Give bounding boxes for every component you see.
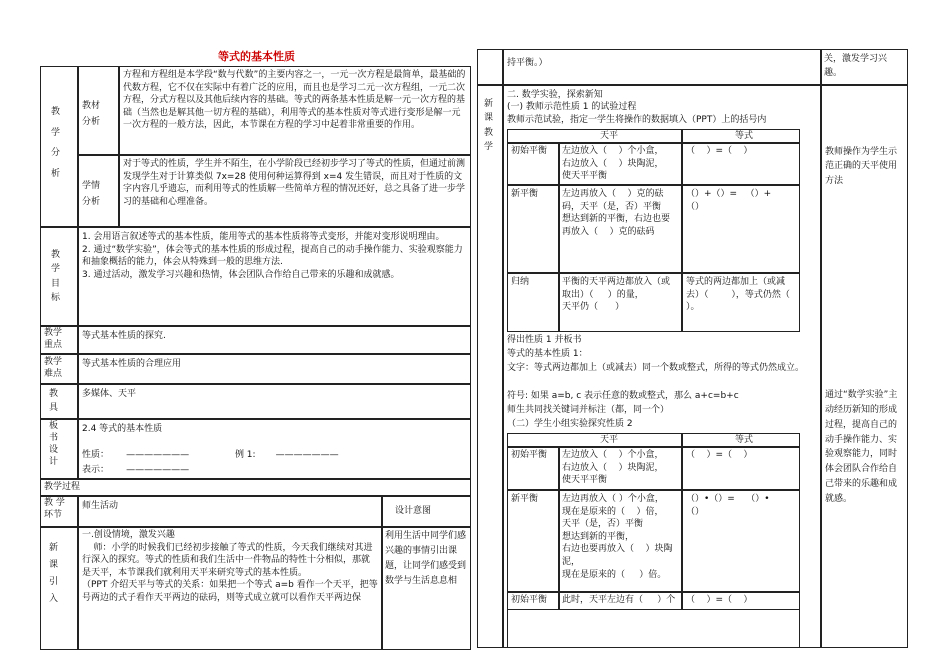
- key-label: 教学 重点: [44, 328, 63, 350]
- t2-row1-label: 初始平衡: [511, 450, 548, 460]
- t1-row2-label: 新平衡: [511, 189, 539, 199]
- t2-row3-balance: 此时，天平左边有（ ）个: [562, 595, 676, 605]
- intro-label: 新 课 引 入: [49, 543, 59, 605]
- t2-row2-eq: （）•（）= （）• （）: [686, 494, 770, 517]
- teacher-label: 师生活动: [82, 501, 119, 511]
- t1-col1-label: 天平: [600, 131, 619, 141]
- right-top-text: 持平衡。）: [507, 58, 548, 68]
- board-title: 2.4 等式的基本性质: [82, 424, 163, 434]
- subheading-1: (一) 教师示范性质 1 的试验过程: [507, 102, 637, 112]
- tools-label-cell: [40, 384, 78, 419]
- analysis-label: 教 学 分 析: [51, 107, 61, 180]
- t2-row3-label: 初始平衡: [511, 595, 548, 605]
- intro-label-cell: [40, 527, 78, 650]
- prop1-title: 得出性质 1 并板书: [507, 335, 582, 345]
- t1-row2-eq: （）+（）= （）+ （）: [686, 189, 772, 212]
- tools-text: 多媒体、天平: [82, 389, 137, 399]
- t2-col1-label: 天平: [600, 435, 619, 445]
- textbook-text: 方程和方程组是本学段“数与代数”的主要内容之一，一元一次方程是最简单，最基础的代数方程，它不仅在实际中有着广泛的应用，而且也是学习二元一次方程组，一元二次方程，分式方程以及其他后续内容的基础。等式的两条基本性质是解一元一次方程的基础（当然也是解其他一切方程的基础），利用等式的基本性质对等式进行变形是解一元一次方程的一般方法，因此，本节课在方程的学习中起着非常重要的作用。: [123, 70, 466, 131]
- t2-col2-label: 等式: [735, 435, 754, 445]
- subheading-2: （二）学生小组实验探究性质 2: [507, 419, 633, 429]
- key-text: 等式基本性质的探究.: [82, 331, 166, 341]
- t2-row2-balance: 左边再放入（ ）个小盒， 现在是原来的（ ）倍， 天平（是，否）平衡 想达到新的平衡， 右边也要再放入（ ）块陶泥， 现在是原来的（ ）倍。: [562, 494, 673, 580]
- t1-col1-header: [507, 129, 682, 143]
- process-label: 教学过程: [44, 482, 81, 492]
- textbook-label: 教材 分析: [82, 101, 101, 128]
- right-stage-label: 新 课 教 学: [484, 99, 494, 153]
- prop1-note: 师生共同找关键词并标注（都，同一个）: [507, 405, 670, 415]
- intro-text: 一.创设情境，激发兴趣 师：小学的时候我们已经初步接触了等式的性质，今天我们继续对其进行深入的探究。等式的性质和我们生活中一件物品的特性十分相似，那就是天平，本节课我们就利用天平来研究等式的基本性质。 （PPT 介绍天平与等式的关系：如果把一个等式 a=b 看作一个天平，把等号两边的式子看作天平两边的砝码，则等式成立就可以看作天平两边保: [82, 530, 378, 603]
- section-heading: 二. 数学实验，探索新知: [507, 90, 603, 100]
- t2-row1-eq: （ ）=（ ）: [686, 450, 753, 460]
- t2-row1-balance: 左边放入（ ）个小盒， 右边放入（ ）块陶泥， 使天平平衡: [562, 450, 664, 486]
- subheading-1-note: 教师示范试验，指定一学生将操作的数据填入（PPT）上的括号内: [507, 115, 767, 125]
- board-line-1: 性质： ——————— 例 1: ———————: [82, 450, 339, 460]
- intent-label: 设计意图: [395, 506, 432, 516]
- prop1-head: 等式的基本性质 1：: [507, 349, 588, 359]
- prop1-text: 文字：等式两边都加上（或减去）同一个数或整式，所得的等式仍然成立。: [507, 363, 805, 373]
- t1-row1-balance: 左边放入（ ）个小盒， 右边放入（ ）块陶泥， 使天平平衡: [562, 146, 664, 182]
- intro-intent: 利用生活中同学们感兴趣的事情引出课题，让同学们感受到数学与生活息息相: [385, 531, 467, 586]
- goals-text: 1. 会用语言叙述等式的基本性质，能用等式的基本性质将等式变形，并能对变形说明理由。 2. 通过“数学实验”，体会等式的基本性质的形成过程，提高自己的动手操作能力、实验观察能力和抽象概括的能力，体会从特殊到一般的思维方法. 3. 通过活动，激发学习兴趣和热情，体会团队合作给自己带来的乐趣和成就感。: [82, 232, 463, 280]
- right-stage-cell: [477, 85, 503, 648]
- intent-2: 通过“数学实验”主动经历新知的形成过程，提高自己的动手操作能力、实验观察能力，同时体会团队合作给自己带来的乐趣和成就感。: [825, 390, 898, 504]
- student-text: 对于等式的性质，学生并不陌生，在小学阶段已经初步学习了等式的性质，但通过前测发现学生对于计算类似 7x=28 使用何种运算得到 x=4 发生错误，而且对于性质的文字内容几乎遗忘，而利用等式的性质解一些简单方程的情况还好，总之具备了进一步学习的基础和心理准备。: [123, 159, 466, 207]
- t1-row3-balance: 平衡的天平两边都放入（或取出）（ ）的量， 天平仍（ ）: [562, 277, 671, 313]
- board-label: 板 书 设 计: [49, 421, 59, 468]
- right-top-text-cell: [503, 49, 821, 85]
- t1-row2-balance: 左边再放入（ ）克的砝码，天平（是，否）平衡 想达到新的平衡，右边也要再放入（ ）克的砝码: [562, 189, 671, 237]
- board-line-2: 表示： ———————: [82, 465, 190, 475]
- stage-label: 教 学 环节: [44, 498, 65, 520]
- difficulty-label: 教学 难点: [44, 357, 63, 379]
- tools-text-cell: [78, 384, 471, 419]
- t2-row3-eq: （ ）=（ ）: [686, 595, 753, 605]
- intent-1: 教师操作为学生示范正确的天平使用方法: [825, 147, 898, 186]
- t1-row3-label: 归纳: [511, 277, 530, 287]
- tools-label: 教 具: [49, 389, 59, 413]
- difficulty-text: 等式基本性质的合理应用: [82, 359, 182, 369]
- t1-col2-label: 等式: [735, 131, 754, 141]
- right-top-stage-cell: [477, 49, 503, 85]
- process-header-cell: [40, 479, 471, 496]
- board-label-cell: [40, 419, 78, 479]
- t2-col1-header: [507, 433, 682, 447]
- goals-label: 教 学 目 标: [51, 250, 61, 304]
- teacher-header-cell: [78, 496, 382, 527]
- t1-row3-eq: 等式的两边都加上（或减去）（ ），等式仍然（ ）。: [686, 277, 813, 313]
- t2-row2-label: 新平衡: [511, 494, 539, 504]
- t1-row1-label: 初始平衡: [511, 146, 548, 156]
- right-top-intent: 关，激发学习兴趣。: [824, 54, 888, 78]
- document-title: 等式的基本性质: [218, 50, 295, 63]
- student-label: 学情 分析: [82, 181, 101, 208]
- t1-row1-eq: （ ）=（ ）: [686, 146, 753, 156]
- prop1-symbol: 符号: 如果 a=b, c 表示任意的数或整式，那么 a+c=b+c: [507, 391, 739, 401]
